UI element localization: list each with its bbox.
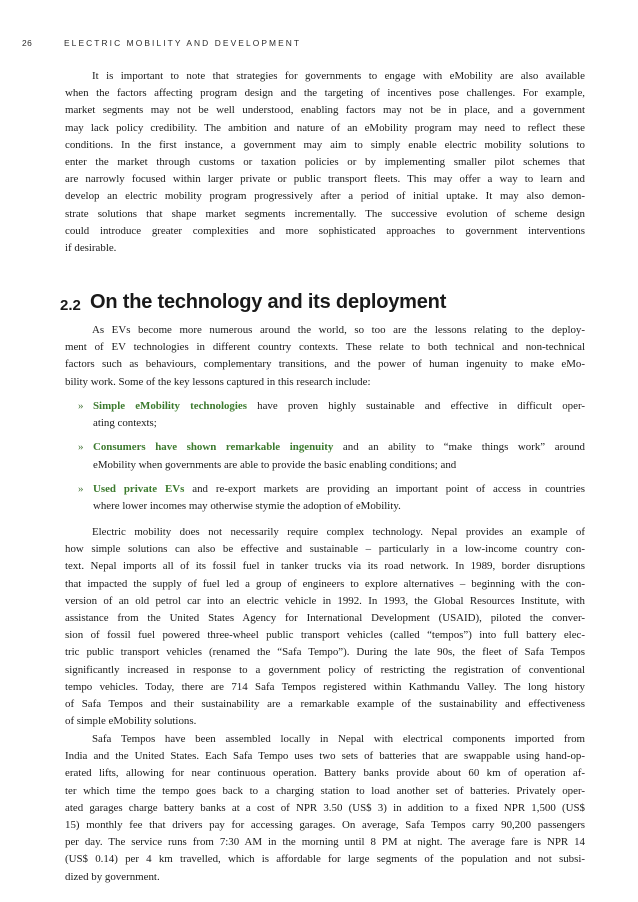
text-line: develop an electric mobility program progressively after a period of initial uptake. It may also demon- [65, 190, 585, 203]
text-line: As EVs become more numerous around the world, so too are the lessons relating to the deploy- [92, 324, 585, 336]
running-header [22, 38, 582, 52]
text-line: when the factors affecting program design and the targeting of incentives pose challenges. For example, [65, 87, 585, 100]
text-line: significantly increased in response to a government policy of restricting the registration of conventional [65, 663, 585, 676]
text-line: version of an old petrol car into an electric vehicle in 1992. In 1993, the Global Resources Institute, with [65, 594, 585, 607]
text-line: are narrowly focused within larger private or public transport fleets. This may offer a way to learn and [65, 173, 585, 186]
page-number: 26 [22, 38, 33, 48]
text-line: of simple eMobility solutions. [65, 715, 197, 728]
text-line: strate solutions that shape market segments incrementally. The successive evolution of scheme design [65, 207, 585, 220]
nepal-paragraph-2 [65, 731, 585, 886]
text-line: may lack policy credibility. The ambition and nature of an eMobility program may need to reflect these [65, 121, 585, 134]
text-line: ter which time the tempo goes back to a charging station to load another set of batteries. Privately oper- [65, 784, 585, 797]
text-line: assistance from the United States Agency for International Development (USAID), piloted the conver- [65, 611, 585, 624]
text-line: India and the United States. Each Safa Tempo uses two sets of batteries that are swappable using hand-op- [65, 750, 585, 763]
text-line: enter the market through customs or taxation policies or by implementing smaller pilot schemes that [65, 155, 585, 168]
section-title: On the technology and its deployment [90, 291, 447, 313]
highlight-term: Simple eMobility technologies [93, 400, 247, 412]
text-line: dized by government. [65, 870, 160, 883]
text-line: Consumers have shown remarkable ingenuity and an ability to “make things work” around [93, 441, 585, 454]
text-line: of Safa Tempos and their sustainability are a remarkable example of the sustainability and effectiveness [65, 697, 585, 710]
text-line: ment of EV technologies in different country contexts. These relate to both technical and non-technical [65, 341, 585, 354]
text-line: erated lifts, allowing for near continuous operation. Battery banks provide about 60 km of operation af- [65, 767, 585, 780]
text-line: Used private EVs and re-export markets are providing an important point of access in countries [93, 482, 585, 495]
highlight-term: Used private EVs [93, 482, 185, 495]
section-number: 2.2 [60, 297, 81, 314]
text-line: ating contexts; [93, 417, 157, 430]
text-line: tric public transport vehicles (renamed the “Safa Tempo”). During the late 90s, the fleet of Safa Tempos [65, 646, 585, 659]
key-lessons-list [78, 398, 585, 522]
running-title: ELECTRIC MOBILITY AND DEVELOPMENT [64, 38, 302, 48]
text-line: how simple solutions can also be effective and sustainable – particularly in a low-income country con- [65, 543, 585, 556]
text-line: per day. The service runs from 7:30 AM in the morning until 8 PM at night. The average fare is NPR 14 [65, 836, 585, 849]
text-line: text. Nepal imports all of its fossil fuel in tanker trucks via its road network. In 1989, border disruptions [65, 560, 585, 573]
highlight-term: Consumers have shown remarkable ingenuity [93, 441, 334, 454]
text-line: that impacted the supply of fuel led a group of engineers to explore alternatives – beginning with the con- [65, 577, 585, 590]
text-line: (US$ 0.14) per 4 km travelled, which is affordable for large segments of the population and not subsi- [65, 853, 585, 866]
text-line: It is important to note that strategies for governments to engage with eMobility are also available [92, 70, 585, 82]
text-line: if desirable. [65, 241, 117, 254]
section-heading [60, 291, 580, 321]
text-line: Electric mobility does not necessarily require complex technology. Nepal provides an example of [92, 526, 585, 538]
text-line: 15) monthly fee that drivers pay for accessing garages. On average, Safa Tempos carry 90,200 passengers [65, 818, 585, 831]
text-line: tempo vehicles. Today, there are 714 Safa Tempos registered within Kathmandu Valley. The long history [65, 680, 585, 693]
text-line: Safa Tempos have been assembled locally in Nepal with electrical components imported from [92, 733, 585, 745]
text-line: bility work. Some of the key lessons captured in this research include: [65, 375, 371, 388]
list-item [78, 398, 585, 432]
bullet-marker: » [78, 482, 84, 495]
list-item [78, 439, 585, 473]
bullet-marker: » [78, 441, 84, 454]
nepal-paragraph-1 [65, 524, 585, 730]
text-line: factors such as behaviours, complementary transitions, and the power of human ingenuity to make eMo- [65, 358, 585, 371]
text-line: market segments may not be well understood, enabling factors may not be in place, and a government [65, 104, 585, 117]
text-line: Simple eMobility technologies have proven highly sustainable and effective in difficult oper- [93, 400, 585, 412]
text-line: conditions. In the first instance, a government may aim to simply enable electric mobility solutions to [65, 138, 585, 151]
text-line: where lower incomes may otherwise stymie the adoption of eMobility. [93, 499, 401, 512]
text-line: eMobility when governments are able to provide the basic enabling conditions; and [93, 458, 457, 471]
text-line: could introduce greater complexities and more sophisticated approaches to government interventions [65, 224, 585, 237]
text-line: ated garages charge battery banks at a cost of NPR 3.50 (US$ 3) in addition to a fixed NPR 1,500 (US$ [65, 801, 585, 814]
bullet-marker: » [78, 400, 84, 412]
text-line: sion of fossil fuel powered three-wheel public transport vehicles (called “tempos”) into full battery elec- [65, 629, 585, 642]
list-item [78, 481, 585, 515]
intro-paragraph [65, 68, 585, 257]
lead-paragraph [65, 322, 585, 391]
